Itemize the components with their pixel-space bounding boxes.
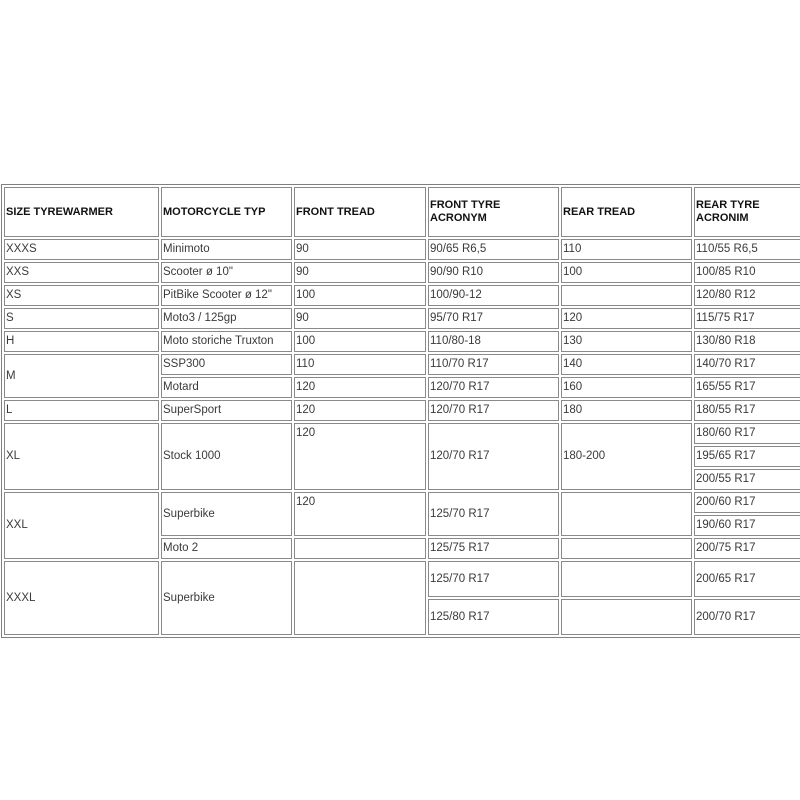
size-table-container (1, 184, 800, 638)
cell-rear-acronym: 180/60 R17 (694, 423, 800, 444)
cell-front-tread (294, 538, 426, 559)
header-front-acronym: FRONT TYRE ACRONYM (428, 187, 559, 237)
cell-rear-tread: 110 (561, 239, 692, 260)
table-row (4, 239, 800, 260)
cell-rear-acronym: 165/55 R17 (694, 377, 800, 398)
table-row (4, 492, 800, 513)
cell-motorcycle: Superbike (161, 561, 292, 635)
cell-rear-acronym: 200/75 R17 (694, 538, 800, 559)
cell-rear-acronym: 110/55 R6,5 (694, 239, 800, 260)
cell-size: S (4, 308, 159, 329)
cell-motorcycle: Moto3 / 125gp (161, 308, 292, 329)
cell-size: XS (4, 285, 159, 306)
cell-rear-tread: 140 (561, 354, 692, 375)
table-row (4, 423, 800, 444)
tyrewarmer-size-table (1, 184, 800, 638)
cell-rear-tread (561, 538, 692, 559)
cell-motorcycle: Motard (161, 377, 292, 398)
header-size: SIZE TYREWARMER (4, 187, 159, 237)
cell-size: M (4, 354, 159, 398)
cell-rear-acronym: 140/70 R17 (694, 354, 800, 375)
cell-front-acronym: 90/65 R6,5 (428, 239, 559, 260)
cell-size: XXL (4, 492, 159, 559)
cell-rear-tread (561, 492, 692, 536)
cell-motorcycle: Moto storiche Truxton (161, 331, 292, 352)
cell-front-acronym: 110/80-18 (428, 331, 559, 352)
cell-front-tread (294, 561, 426, 635)
cell-rear-acronym: 200/60 R17 (694, 492, 800, 513)
table-row (4, 285, 800, 306)
cell-size: H (4, 331, 159, 352)
cell-front-acronym: 95/70 R17 (428, 308, 559, 329)
header-front-tread: FRONT TREAD (294, 187, 426, 237)
cell-rear-acronym: 115/75 R17 (694, 308, 800, 329)
cell-front-acronym: 100/90-12 (428, 285, 559, 306)
cell-front-tread: 120 (294, 400, 426, 421)
cell-front-tread: 90 (294, 239, 426, 260)
cell-size: L (4, 400, 159, 421)
cell-front-tread: 90 (294, 262, 426, 283)
table-row (4, 262, 800, 283)
cell-size: XL (4, 423, 159, 490)
header-rear-acronym: REAR TYRE ACRONIM (694, 187, 800, 237)
cell-rear-tread: 180 (561, 400, 692, 421)
cell-motorcycle: Stock 1000 (161, 423, 292, 490)
cell-front-acronym: 125/70 R17 (428, 492, 559, 536)
cell-front-acronym: 90/90 R10 (428, 262, 559, 283)
cell-front-acronym: 125/80 R17 (428, 599, 559, 635)
cell-rear-acronym: 195/65 R17 (694, 446, 800, 467)
cell-front-acronym: 125/70 R17 (428, 561, 559, 597)
cell-front-tread: 120 (294, 377, 426, 398)
cell-rear-tread (561, 599, 692, 635)
header-motorcycle: MOTORCYCLE TYP (161, 187, 292, 237)
cell-rear-tread: 180-200 (561, 423, 692, 490)
cell-front-tread: 100 (294, 331, 426, 352)
cell-front-tread: 120 (294, 492, 426, 536)
cell-motorcycle: Scooter ø 10" (161, 262, 292, 283)
table-row (4, 331, 800, 352)
cell-front-tread: 90 (294, 308, 426, 329)
cell-size: XXS (4, 262, 159, 283)
table-row (4, 400, 800, 421)
cell-motorcycle: PitBike Scooter ø 12" (161, 285, 292, 306)
cell-size: XXXL (4, 561, 159, 635)
cell-front-acronym: 110/70 R17 (428, 354, 559, 375)
cell-motorcycle: SuperSport (161, 400, 292, 421)
cell-front-tread: 120 (294, 423, 426, 490)
cell-front-tread: 100 (294, 285, 426, 306)
cell-rear-tread: 130 (561, 331, 692, 352)
cell-rear-tread: 160 (561, 377, 692, 398)
cell-rear-acronym: 200/65 R17 (694, 561, 800, 597)
cell-front-acronym: 120/70 R17 (428, 423, 559, 490)
cell-front-tread: 110 (294, 354, 426, 375)
cell-rear-acronym: 180/55 R17 (694, 400, 800, 421)
cell-rear-tread (561, 285, 692, 306)
cell-motorcycle: Moto 2 (161, 538, 292, 559)
header-row (4, 187, 800, 237)
cell-motorcycle: SSP300 (161, 354, 292, 375)
cell-motorcycle: Superbike (161, 492, 292, 536)
table-row (4, 561, 800, 597)
cell-size: XXXS (4, 239, 159, 260)
header-rear-tread: REAR TREAD (561, 187, 692, 237)
cell-rear-acronym: 190/60 R17 (694, 515, 800, 536)
cell-front-acronym: 125/75 R17 (428, 538, 559, 559)
cell-front-acronym: 120/70 R17 (428, 400, 559, 421)
cell-rear-tread: 120 (561, 308, 692, 329)
cell-rear-tread (561, 561, 692, 597)
cell-rear-acronym: 200/55 R17 (694, 469, 800, 490)
table-row (4, 308, 800, 329)
cell-rear-tread: 100 (561, 262, 692, 283)
cell-rear-acronym: 100/85 R10 (694, 262, 800, 283)
cell-motorcycle: Minimoto (161, 239, 292, 260)
cell-rear-acronym: 200/70 R17 (694, 599, 800, 635)
cell-rear-acronym: 130/80 R18 (694, 331, 800, 352)
cell-rear-acronym: 120/80 R12 (694, 285, 800, 306)
table-row (4, 354, 800, 375)
cell-front-acronym: 120/70 R17 (428, 377, 559, 398)
